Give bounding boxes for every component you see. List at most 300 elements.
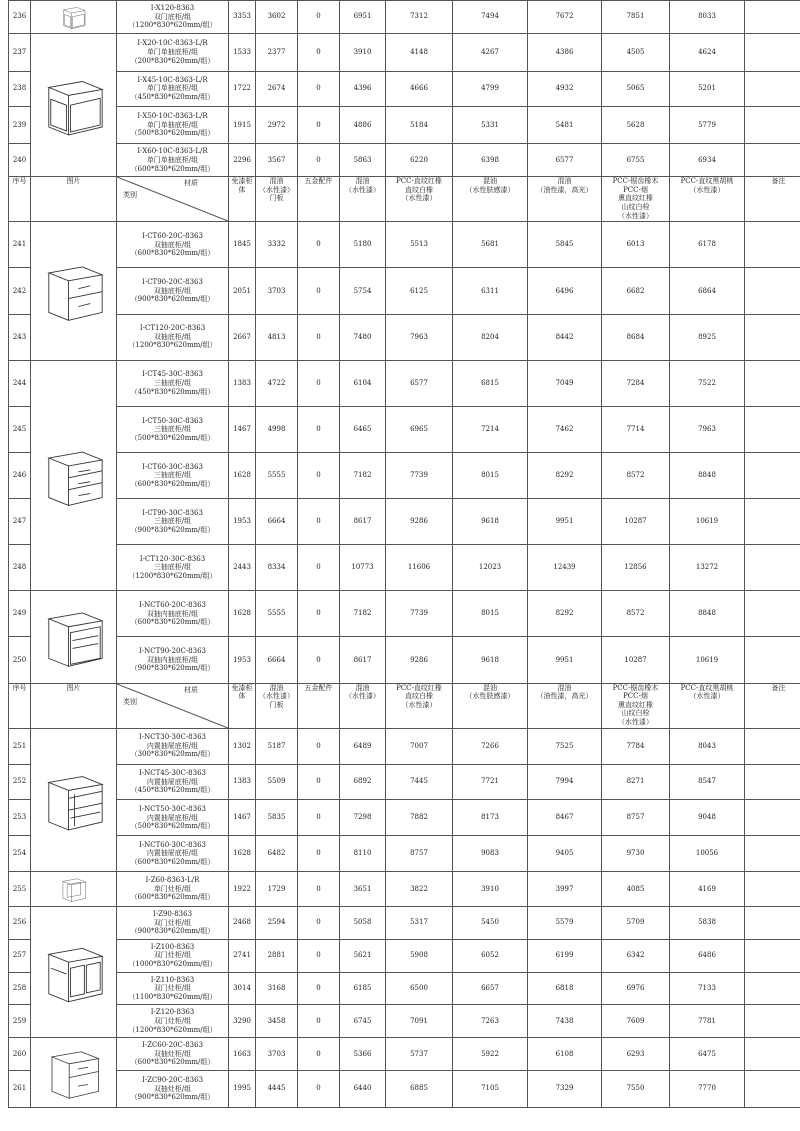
- price-cell: 0: [298, 499, 340, 545]
- price-cell: 2051: [229, 268, 256, 314]
- price-cell: 9951: [528, 499, 602, 545]
- price-cell: 10619: [670, 499, 745, 545]
- price-cell: 1729: [256, 872, 298, 907]
- price-cell: 6976: [602, 972, 670, 1005]
- price-cell: 8173: [453, 800, 528, 836]
- product-model: I-CT90-30C-8363 三抽底柜/组 （900*830*620mm/组）: [117, 499, 229, 545]
- remark-cell: [745, 406, 800, 452]
- price-cell: 9048: [670, 800, 745, 836]
- product-model: I-Z110-8363 双门灶柜/组 （1100*830*620mm/组）: [117, 972, 229, 1005]
- row-number: 244: [9, 360, 31, 406]
- price-cell: 1467: [229, 406, 256, 452]
- row-number: 251: [9, 728, 31, 764]
- table-row: [9, 499, 800, 545]
- price-cell: 9730: [602, 836, 670, 872]
- remark-cell: [745, 106, 800, 144]
- header-col-7: PCC-锯齿橡木 PCC-烟 熏直纹红橡 山纹白栓 （水性漆）: [602, 683, 670, 728]
- price-cell: 8757: [602, 800, 670, 836]
- price-cell: 5908: [386, 939, 453, 972]
- table-row: [9, 764, 800, 800]
- price-cell: 7182: [340, 452, 386, 498]
- price-cell: 6108: [528, 1038, 602, 1071]
- product-model: I-NCT45-30C-8363 内置抽屉底柜/组 （450*830*620mm/组）: [117, 764, 229, 800]
- price-cell: 4932: [528, 71, 602, 106]
- price-cell: 6486: [670, 939, 745, 972]
- price-cell: 7284: [602, 360, 670, 406]
- price-cell: 5579: [528, 907, 602, 940]
- row-number: 240: [9, 144, 31, 177]
- product-picture: [31, 1038, 117, 1108]
- price-cell: 5450: [453, 907, 528, 940]
- header-row: [9, 177, 800, 222]
- remark-cell: [745, 222, 800, 268]
- price-cell: 7525: [528, 728, 602, 764]
- product-model: I-Z90-8363 双门灶柜/组 （900*830*620mm/组）: [117, 907, 229, 940]
- table-row: [9, 1070, 800, 1107]
- price-cell: 2443: [229, 545, 256, 591]
- price-cell: 0: [298, 1038, 340, 1071]
- price-cell: 5184: [386, 106, 453, 144]
- price-cell: 1722: [229, 71, 256, 106]
- row-number: 247: [9, 499, 31, 545]
- header-col-0: 免漆柜 体: [229, 177, 256, 222]
- pullout-basket-cabinet-sketch-icon: [31, 729, 116, 872]
- price-cell: 0: [298, 972, 340, 1005]
- price-cell: 8334: [256, 545, 298, 591]
- table-row: [9, 452, 800, 498]
- price-cell: 8467: [528, 800, 602, 836]
- product-model: I-X20-10C-8363-L/R 单门单抽底柜/组 （200*830*620mm/组）: [117, 33, 229, 71]
- price-cell: 0: [298, 144, 340, 177]
- product-model: I-Z100-8363 双门灶柜/组 （1000*830*620mm/组）: [117, 939, 229, 972]
- price-cell: 4998: [256, 406, 298, 452]
- remark-cell: [745, 360, 800, 406]
- table-row: [9, 637, 800, 683]
- price-cell: 7739: [386, 591, 453, 637]
- header-col-5: 混油 （水性肤感漆）: [453, 683, 528, 728]
- row-number: 253: [9, 800, 31, 836]
- price-cell: 0: [298, 452, 340, 498]
- header-col-6: 混油 （油性漆，高光）: [528, 177, 602, 222]
- price-cell: 6342: [602, 939, 670, 972]
- price-cell: 4445: [256, 1070, 298, 1107]
- header-col-3: 混油 （水性漆）: [340, 683, 386, 728]
- price-cell: 7770: [670, 1070, 745, 1107]
- product-picture: [31, 591, 117, 683]
- table-row: [9, 1, 800, 34]
- header-col-8: PCC-直纹黑胡桃 （水性漆）: [670, 177, 745, 222]
- product-model: I-Z120-8363 双门灶柜/组 （1200*830*620mm/组）: [117, 1005, 229, 1038]
- price-cell: 3332: [256, 222, 298, 268]
- price-cell: 6664: [256, 499, 298, 545]
- price-cell: 7182: [340, 591, 386, 637]
- row-number: 261: [9, 1070, 31, 1107]
- header-row: [9, 683, 800, 728]
- product-model: I-NCT50-30C-8363 内置抽屉底柜/组 （500*830*620mm/组）: [117, 800, 229, 836]
- price-cell: 7522: [670, 360, 745, 406]
- price-cell: 9286: [386, 637, 453, 683]
- price-cell: 8015: [453, 591, 528, 637]
- price-cell: 2468: [229, 907, 256, 940]
- price-cell: 1845: [229, 222, 256, 268]
- price-cell: 5838: [670, 907, 745, 940]
- header-col-4: PCC-直纹红橡 直纹白橡 （水性漆）: [386, 683, 453, 728]
- price-cell: 3567: [256, 144, 298, 177]
- price-cell: 0: [298, 106, 340, 144]
- row-number: 255: [9, 872, 31, 907]
- row-number: 254: [9, 836, 31, 872]
- price-cell: 1628: [229, 836, 256, 872]
- price-cell: 1995: [229, 1070, 256, 1107]
- price-cell: 6657: [453, 972, 528, 1005]
- price-cell: 13272: [670, 545, 745, 591]
- remark-cell: [745, 33, 800, 71]
- price-cell: 7049: [528, 360, 602, 406]
- header-col-9: 备注: [745, 683, 800, 728]
- header-category: 类别: [123, 191, 137, 200]
- price-cell: 8043: [670, 728, 745, 764]
- product-picture: [31, 33, 117, 176]
- header-material-category: [117, 683, 229, 728]
- price-cell: 8572: [602, 452, 670, 498]
- row-number: 256: [9, 907, 31, 940]
- price-cell: 6500: [386, 972, 453, 1005]
- price-cell: 6199: [528, 939, 602, 972]
- price-cell: 3353: [229, 1, 256, 34]
- table-row: [9, 728, 800, 764]
- header-col-2: 五金配件: [298, 683, 340, 728]
- price-cell: 2377: [256, 33, 298, 71]
- header-col-5: 混油 （水性肤感漆）: [453, 177, 528, 222]
- table-row: [9, 939, 800, 972]
- header-material-category: [117, 177, 229, 222]
- price-cell: 6475: [670, 1038, 745, 1071]
- price-cell: 6482: [256, 836, 298, 872]
- price-cell: 6293: [602, 1038, 670, 1071]
- product-picture: [31, 728, 117, 872]
- remark-cell: [745, 939, 800, 972]
- price-cell: 2674: [256, 71, 298, 106]
- price-cell: 5481: [528, 106, 602, 144]
- price-cell: 3910: [453, 872, 528, 907]
- row-number: 260: [9, 1038, 31, 1071]
- product-model: I-ZC90-20C-8363 双抽灶柜/组 （900*830*620mm/组）: [117, 1070, 229, 1107]
- remark-cell: [745, 452, 800, 498]
- price-cell: 3997: [528, 872, 602, 907]
- price-cell: 0: [298, 872, 340, 907]
- price-cell: 0: [298, 222, 340, 268]
- stove-drawer-cabinet-sketch-icon: [31, 1038, 116, 1107]
- price-cell: 0: [298, 71, 340, 106]
- remark-cell: [745, 499, 800, 545]
- remark-cell: [745, 314, 800, 360]
- row-number: 239: [9, 106, 31, 144]
- product-picture: [31, 872, 117, 907]
- table-row: [9, 106, 800, 144]
- row-number: 257: [9, 939, 31, 972]
- price-cell: 10056: [670, 836, 745, 872]
- price-cell: 1628: [229, 591, 256, 637]
- price-cell: 8204: [453, 314, 528, 360]
- price-cell: 4267: [453, 33, 528, 71]
- price-cell: 7438: [528, 1005, 602, 1038]
- row-number: 258: [9, 972, 31, 1005]
- price-cell: 8271: [602, 764, 670, 800]
- product-model: I-CT60-20C-8363 双抽底柜/组 （600*830*620mm/组）: [117, 222, 229, 268]
- price-cell: 5779: [670, 106, 745, 144]
- price-cell: 8848: [670, 452, 745, 498]
- header-category: 类别: [123, 697, 137, 706]
- price-cell: 3168: [256, 972, 298, 1005]
- price-cell: 6104: [340, 360, 386, 406]
- price-cell: 5058: [340, 907, 386, 940]
- price-cell: 9618: [453, 637, 528, 683]
- remark-cell: [745, 637, 800, 683]
- price-cell: 3703: [256, 1038, 298, 1071]
- price-cell: 12439: [528, 545, 602, 591]
- header-seq: 序号: [9, 177, 31, 222]
- price-cell: 6185: [340, 972, 386, 1005]
- table-row: [9, 800, 800, 836]
- price-cell: 5709: [602, 907, 670, 940]
- price-cell: 6440: [340, 1070, 386, 1107]
- price-cell: 8033: [670, 1, 745, 34]
- stove-double-door-sketch-icon: [31, 907, 116, 1037]
- price-cell: 1953: [229, 637, 256, 683]
- price-cell: 9083: [453, 836, 528, 872]
- price-cell: 6664: [256, 637, 298, 683]
- price-cell: 5681: [453, 222, 528, 268]
- remark-cell: [745, 1005, 800, 1038]
- price-cell: 0: [298, 33, 340, 71]
- price-cell: 2972: [256, 106, 298, 144]
- price-cell: 4148: [386, 33, 453, 71]
- row-number: 243: [9, 314, 31, 360]
- remark-cell: [745, 972, 800, 1005]
- price-cell: 2741: [229, 939, 256, 972]
- price-cell: 6398: [453, 144, 528, 177]
- row-number: 252: [9, 764, 31, 800]
- price-cell: 10773: [340, 545, 386, 591]
- price-cell: 6311: [453, 268, 528, 314]
- row-number: 245: [9, 406, 31, 452]
- row-number: 250: [9, 637, 31, 683]
- price-cell: 5835: [256, 800, 298, 836]
- price-cell: 6892: [340, 764, 386, 800]
- row-number: 259: [9, 1005, 31, 1038]
- product-model: I-X60-10C-8363-L/R 单门单抽底柜/组 （600*830*620mm/组）: [117, 144, 229, 177]
- price-cell: 8110: [340, 836, 386, 872]
- price-cell: 6489: [340, 728, 386, 764]
- price-cell: 7007: [386, 728, 453, 764]
- price-cell: 7462: [528, 406, 602, 452]
- product-model: I-CT50-30C-8363 三抽底柜/组 （500*830*620mm/组）: [117, 406, 229, 452]
- price-cell: 7609: [602, 1005, 670, 1038]
- product-model: I-CT90-20C-8363 双抽底柜/组 （900*830*620mm/组）: [117, 268, 229, 314]
- price-cell: 8757: [386, 836, 453, 872]
- price-cell: 3910: [340, 33, 386, 71]
- table-row: [9, 33, 800, 71]
- price-cell: 0: [298, 406, 340, 452]
- price-cell: 10287: [602, 499, 670, 545]
- price-cell: 8617: [340, 637, 386, 683]
- table-row: [9, 591, 800, 637]
- remark-cell: [745, 71, 800, 106]
- price-cell: 8015: [453, 452, 528, 498]
- price-cell: 7329: [528, 1070, 602, 1107]
- price-cell: 7781: [670, 1005, 745, 1038]
- price-cell: 12023: [453, 545, 528, 591]
- remark-cell: [745, 764, 800, 800]
- remark-cell: [745, 800, 800, 836]
- product-picture: [31, 360, 117, 591]
- price-cell: 0: [298, 907, 340, 940]
- price-cell: 4396: [340, 71, 386, 106]
- price-cell: 7480: [340, 314, 386, 360]
- price-cell: 7263: [453, 1005, 528, 1038]
- price-cell: 7994: [528, 764, 602, 800]
- price-cell: 12856: [602, 545, 670, 591]
- price-cell: 8292: [528, 591, 602, 637]
- price-cell: 0: [298, 939, 340, 972]
- price-cell: 2881: [256, 939, 298, 972]
- price-cell: 8684: [602, 314, 670, 360]
- price-cell: 4169: [670, 872, 745, 907]
- header-col-3: 混油 （水性漆）: [340, 177, 386, 222]
- price-cell: 7550: [602, 1070, 670, 1107]
- price-cell: 9951: [528, 637, 602, 683]
- product-picture: [31, 1, 117, 34]
- price-cell: 1302: [229, 728, 256, 764]
- price-cell: 7963: [670, 406, 745, 452]
- product-model: I-X50-10C-8363-L/R 单门单抽底柜/组 （500*830*620mm/组）: [117, 106, 229, 144]
- price-cell: 7721: [453, 764, 528, 800]
- price-cell: 5366: [340, 1038, 386, 1071]
- product-model: I-NCT60-30C-8363 内置抽屉底柜/组 （600*830*620mm/组）: [117, 836, 229, 872]
- price-cell: 5509: [256, 764, 298, 800]
- remark-cell: [745, 1070, 800, 1107]
- price-cell: 5754: [340, 268, 386, 314]
- price-cell: 3290: [229, 1005, 256, 1038]
- row-number: 248: [9, 545, 31, 591]
- remark-cell: [745, 1, 800, 34]
- price-cell: 0: [298, 268, 340, 314]
- row-number: 246: [9, 452, 31, 498]
- price-cell: 6178: [670, 222, 745, 268]
- header-picture: 图片: [31, 177, 117, 222]
- price-cell: 7963: [386, 314, 453, 360]
- three-drawer-cabinet-sketch-icon: [31, 361, 116, 591]
- price-cell: 7133: [670, 972, 745, 1005]
- header-col-2: 五金配件: [298, 177, 340, 222]
- price-cell: 6745: [340, 1005, 386, 1038]
- table-row: [9, 1038, 800, 1071]
- price-cell: 9405: [528, 836, 602, 872]
- header-col-7: PCC-锯齿橡木 PCC-烟 熏直纹红橡 山纹白栓 （水性漆）: [602, 177, 670, 222]
- stove-cabinet-small-sketch-icon: [31, 872, 116, 906]
- price-cell: 4813: [256, 314, 298, 360]
- remark-cell: [745, 144, 800, 177]
- remark-cell: [745, 1038, 800, 1071]
- product-model: I-NCT90-20C-8363 双抽内抽底柜/组 （900*830*620mm/组）: [117, 637, 229, 683]
- price-cell: 5628: [602, 106, 670, 144]
- price-cell: 5331: [453, 106, 528, 144]
- price-cell: 4085: [602, 872, 670, 907]
- price-cell: 0: [298, 1005, 340, 1038]
- price-cell: 6815: [453, 360, 528, 406]
- price-cell: 7784: [602, 728, 670, 764]
- price-cell: 5922: [453, 1038, 528, 1071]
- row-number: 236: [9, 1, 31, 34]
- price-cell: 6864: [670, 268, 745, 314]
- remark-cell: [745, 591, 800, 637]
- price-cell: 7672: [528, 1, 602, 34]
- product-model: I-X45-10C-8363-L/R 单门单抽底柜/组 （450*830*620mm/组）: [117, 71, 229, 106]
- price-cell: 9286: [386, 499, 453, 545]
- price-cell: 1533: [229, 33, 256, 71]
- price-cell: 0: [298, 1, 340, 34]
- price-cell: 1915: [229, 106, 256, 144]
- table-row: [9, 144, 800, 177]
- price-cell: 2296: [229, 144, 256, 177]
- header-col-9: 备注: [745, 177, 800, 222]
- price-cell: 5555: [256, 591, 298, 637]
- price-cell: 0: [298, 800, 340, 836]
- price-cell: 1383: [229, 360, 256, 406]
- header-material: 材质: [184, 179, 198, 188]
- product-model: I-CT120-30C-8363 三抽底柜/组 （1200*830*620mm/组）: [117, 545, 229, 591]
- table-row: [9, 545, 800, 591]
- price-cell: 1383: [229, 764, 256, 800]
- price-cell: 6465: [340, 406, 386, 452]
- table-row: [9, 268, 800, 314]
- price-cell: 5180: [340, 222, 386, 268]
- price-cell: 3822: [386, 872, 453, 907]
- price-cell: 0: [298, 314, 340, 360]
- price-cell: 4666: [386, 71, 453, 106]
- product-model: I-NCT60-20C-8363 双抽内抽底柜/组 （600*830*620mm/组）: [117, 591, 229, 637]
- price-cell: 6965: [386, 406, 453, 452]
- row-number: 238: [9, 71, 31, 106]
- table-row: [9, 406, 800, 452]
- price-cell: 0: [298, 591, 340, 637]
- price-cell: 10287: [602, 637, 670, 683]
- price-cell: 6496: [528, 268, 602, 314]
- header-picture: 图片: [31, 683, 117, 728]
- price-cell: 6052: [453, 939, 528, 972]
- price-cell: 5187: [256, 728, 298, 764]
- inner-drawer-cabinet-sketch-icon: [31, 591, 116, 682]
- price-cell: 7312: [386, 1, 453, 34]
- price-cell: 9618: [453, 499, 528, 545]
- price-cell: 6220: [386, 144, 453, 177]
- remark-cell: [745, 836, 800, 872]
- price-cell: 0: [298, 836, 340, 872]
- price-cell: 7266: [453, 728, 528, 764]
- product-model: I-X120-8363 双门底柜/组 （1200*830*620mm/组）: [117, 1, 229, 34]
- price-cell: 8572: [602, 591, 670, 637]
- remark-cell: [745, 907, 800, 940]
- price-cell: 5065: [602, 71, 670, 106]
- row-number: 249: [9, 591, 31, 637]
- price-cell: 5621: [340, 939, 386, 972]
- price-cell: 7494: [453, 1, 528, 34]
- price-cell: 6682: [602, 268, 670, 314]
- price-cell: 7882: [386, 800, 453, 836]
- price-cell: 6951: [340, 1, 386, 34]
- price-cell: 5513: [386, 222, 453, 268]
- price-cell: 5845: [528, 222, 602, 268]
